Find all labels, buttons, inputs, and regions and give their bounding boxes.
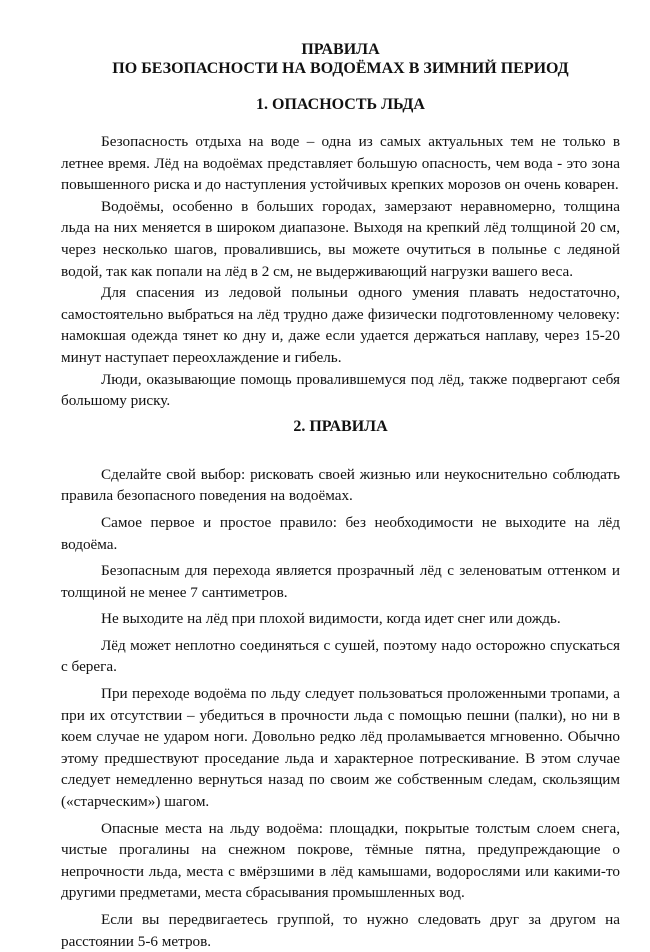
document-page [61,40,620,952]
section-2-heading: 2. ПРАВИЛА [293,417,388,435]
section-1-paragraph-1: Безопасность отдыха на воде – одна из самых актуальных тем не только в летнее время. Лёд на водоёмах представляет большую опасность, чем вода - это зона повышенного риска и до наступления устойчивых крепких морозов он очень коварен. [61,133,620,194]
section-2-paragraph-2: Самое первое и простое правило: без необходимости не выходите на лёд водоёма. [61,513,620,553]
document-title-line-1: ПРАВИЛА [301,41,380,58]
section-2-paragraph-5: Лёд может неплотно соединяться с сушей, поэтому надо осторожно спускаться с берега. [61,636,620,676]
spacer [61,114,620,131]
section-2-paragraph-3: Безопасным для перехода является прозрачный лёд с зеленоватым оттенком и толщиной не менее 7 сантиметров. [61,562,620,601]
document-title-line-2: ПО БЕЗОПАСНОСТИ НА ВОДОЁМАХ В ЗИМНИЙ ПЕРИОД [112,60,569,77]
section-2-paragraph-6: При переходе водоёма по льду следует пользоваться проложенными тропами, а при их отсутствии – убедиться в прочности льда с помощью пешни (палки), но ни в коем случае не ударом ноги. Довольно редко лёд проламывается мгновенно. Обычно этому предшествуют проседание льда и характерное потрескивание. В этом случае следует немедленно вернуться назад по своим же собственным следам, скользящим («старческим») шагом. [61,685,620,811]
spacer [61,78,620,95]
section-1-paragraph-4: Люди, оказывающие помощь провалившемуся под лёд, также подвергают себя большому риску. [61,370,620,410]
section-1-paragraph-3: Для спасения из ледовой полыньи одного умения плавать недостаточно, самостоятельно выбраться на лёд трудно даже физически подготовленному человеку: намокшая одежда тянет ко дну и, даже если удается держаться наплаву, через 15-20 минут наступает переохлаждение и гибель. [61,284,620,366]
section-2-paragraph-8: Если вы передвигаетесь группой, то нужно следовать друг за другом на расстоянии 5-6 метров. [61,911,620,950]
section-2-paragraph-1: Сделайте свой выбор: рисковать своей жизнью или неукоснительно соблюдать правила безопасного поведения на водоёмах. [61,465,620,505]
spacer [61,436,620,464]
section-1-heading: 1. ОПАСНОСТЬ ЛЬДА [256,96,425,113]
section-2-paragraph-4: Не выходите на лёд при плохой видимости, когда идет снег или дождь. [101,610,561,628]
section-2-paragraph-7: Опасные места на льду водоёма: площадки, покрытые толстым слоем снега, чистые прогалины на снежном покрове, тёмные пятна, предупреждающие о непрочности льда, места с вмёрзшими в лёд камышами, водорослями или какими-то другими предметами, места сбрасывания промышленных вод. [61,819,620,902]
section-1-paragraph-2: Водоёмы, особенно в больших городах, замерзают неравномерно, толщина льда на них меняется в широком диапазоне. Выходя на крепкий лёд толщиной 20 см, через несколько шагов, провалившись, вы можете очутиться в полынье с ледяной водой, так как попали на лёд в 2 см, не выдерживающий нагрузки вашего веса. [61,197,620,280]
